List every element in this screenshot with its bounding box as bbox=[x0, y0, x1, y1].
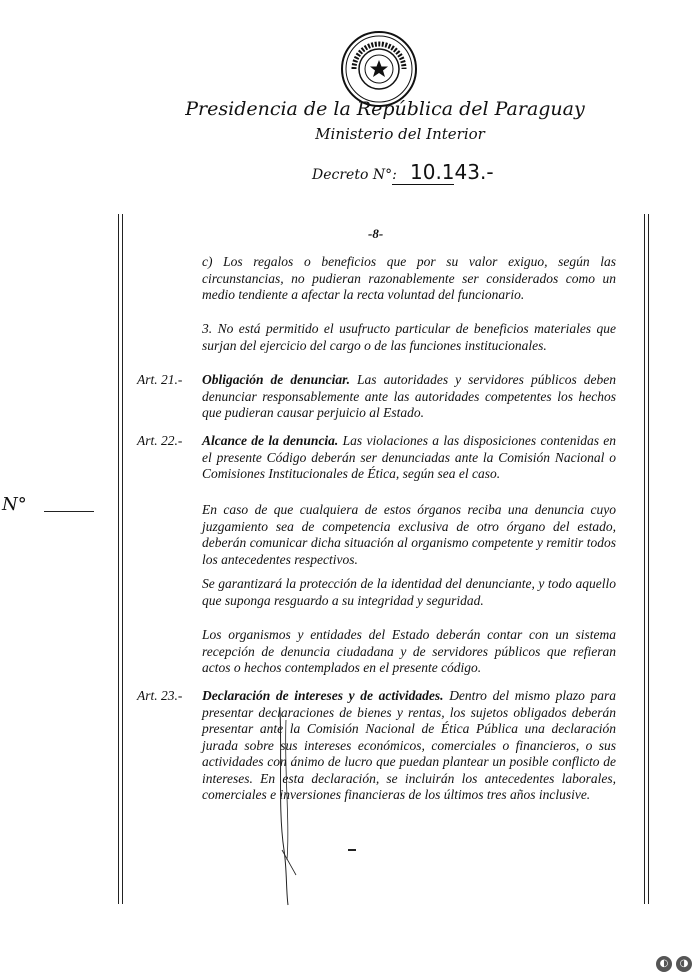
right-circle-icon[interactable]: ◑ bbox=[676, 956, 692, 972]
article-title: Obligación de denunciar. bbox=[202, 372, 350, 387]
article-label: Art. 23.- bbox=[137, 688, 183, 703]
article-text: Las autoridades y servidores públicos deben denunciar responsablemente ante las autoridades competentes los hechos que pudieran causar perjuicio al Estado. bbox=[202, 372, 616, 420]
header-subtitle: Ministerio del Interior bbox=[315, 125, 485, 143]
article-text: Las violaciones a las disposiciones contenidas en el presente Código deberán ser denunciadas ante la Comisión Nacional o Comisiones Institucionales de Ética, según sea el caso. bbox=[202, 433, 617, 481]
article-paragraph bbox=[202, 372, 616, 422]
article-title: Alcance de la denuncia. bbox=[202, 433, 339, 448]
left-frame-line bbox=[118, 214, 119, 904]
margin-line bbox=[44, 511, 94, 512]
left-circle-icon[interactable]: ◐ bbox=[656, 956, 672, 972]
decree-number: 10.143.- bbox=[410, 160, 494, 184]
left-frame-line-inner bbox=[122, 214, 123, 904]
article-paragraph: Los organismos y entidades del Estado deberán contar con un sistema recepción de denuncia ciudadana y de servidores públicos que refieran actos o hechos contemplados en el presente código. bbox=[202, 627, 616, 675]
right-frame-line bbox=[644, 214, 645, 904]
national-seal bbox=[340, 30, 418, 108]
list-item: 3. No está permitido el usufructo particular de beneficios materiales que surjan del ejercicio del cargo o de las funciones institucionales. bbox=[202, 321, 616, 353]
article-paragraph: En caso de que cualquiera de estos órganos reciba una denuncia cuyo juzgamiento sea de competencia exclusiva de otro órgano del estado, deberán comunicar dicha situación al organismo competente y remitir todos los antecedentes respectivos. bbox=[202, 502, 616, 567]
signature bbox=[260, 700, 310, 910]
article-paragraph: Se garantizará la protección de la identidad del denunciante, y todo aquello que suponga resguardo a su integridad y seguridad. bbox=[202, 576, 616, 608]
header-title: Presidencia de la República del Paraguay bbox=[185, 98, 585, 120]
article-label: Art. 21.- bbox=[137, 372, 183, 387]
article-title: Declaración de intereses y de actividades. bbox=[202, 688, 444, 703]
margin-mark: N° bbox=[2, 494, 27, 515]
decree-label: Decreto N°: bbox=[312, 167, 397, 183]
article-paragraph bbox=[202, 433, 616, 483]
dash-mark bbox=[348, 849, 356, 851]
article-text: Dentro del mismo plazo para presentar declaraciones de bienes y rentas, los sujetos obligados deberán presentar ante la Comisión Nacional de Ética Pública una declaración jurada sobre sus intereses económicos, comerciales o financieros, o sus actividades con ánimo de lucro que puedan plantear un posible conflicto de intereses. En esta declaración, se incluirán los antecedentes laborales, comerciales e inversiones financieras de los últimos tres años inclusive. bbox=[202, 688, 617, 802]
decree-underline bbox=[392, 184, 454, 185]
page-number: -8- bbox=[368, 226, 384, 241]
right-frame-line-inner bbox=[648, 214, 649, 904]
article-label: Art. 22.- bbox=[137, 433, 183, 448]
list-item: c) Los regalos o beneficios que por su valor exiguo, según las circunstancias, no pudieran razonablemente ser considerados como un medio tendiente a afectar la recta voluntad del funcionario. bbox=[202, 254, 616, 302]
